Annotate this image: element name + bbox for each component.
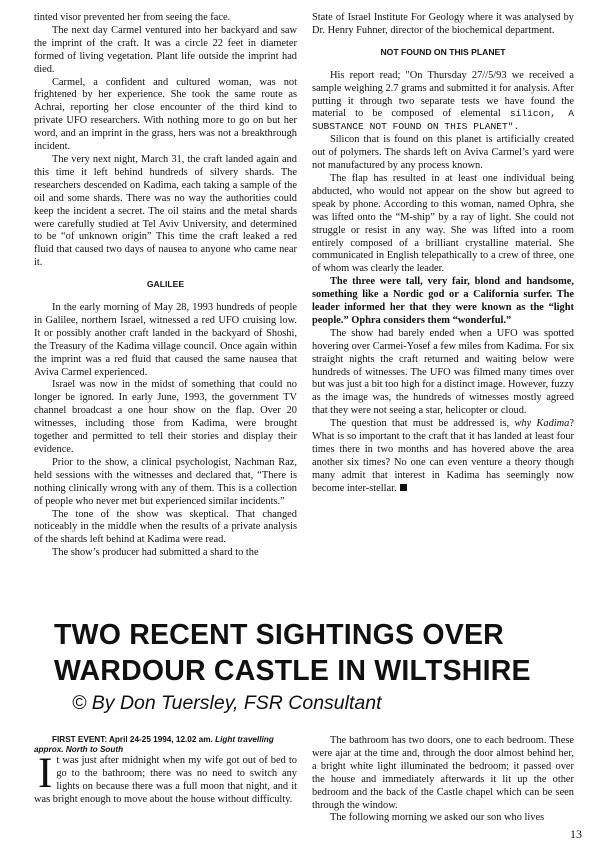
- paragraph: Silicon that is found on this planet is artificially created out of polymers. The shards left on Aviva Carmel’s yard were not manufactured by any process known.: [312, 134, 574, 172]
- paragraph: tinted visor prevented her from seeing the face.: [34, 12, 231, 23]
- paragraph: In the early morning of May 28, 1993 hundreds of people in Galilee, northern Israel, witnessed a red UFO cruising low. It or possibly another craft landed in the backyard of Shoshi, the Treasury of the Kadima village council. Once again within the imprint was a red fluid that caused the same nausea that Aviva Carmel experienced.: [34, 302, 297, 378]
- page-number: 13: [570, 827, 582, 841]
- question-text-end: ? What is so important to the craft that it has landed at least four times there in two months and has hovered above the area another six times? No one can even venture a theory though many admit that interest in Kadima has seemingly now become inter-stellar.: [312, 418, 574, 494]
- paragraph: The show’s producer had submitted a shard to the: [52, 547, 259, 559]
- article2-left-column: [34, 735, 297, 807]
- paragraph: The very next night, March 31, the craft landed again and this time it left behind hundreds of silvery shards. The researchers descended on Kadima, each taking a sample of the oil and some shards. There was no way the authorities could keep the incident a secret. The oil stains and the metal shards were carefully studied at Tel Aviv University, and determined to be “of unknown origin” This time the craft leaked a red fluid that caused two days of nausea to anyone who came near it.: [34, 153, 297, 269]
- end-mark-icon: [400, 484, 407, 491]
- event-date: FIRST EVENT: April 24-25 1994, 12.02 am.: [52, 735, 213, 744]
- paragraph: Israel was now in the midst of something that could no longer be ignored. In early June, 1993, the government TV channel broadcast a one hour show on the flap. Over 20 witnesses, including those from Kadima, were brought together and permitted to tell their stories and display their evidence.: [34, 379, 297, 455]
- article2-right-column: [312, 735, 574, 825]
- first-paragraph: [34, 750, 297, 807]
- bold-paragraph: The three were tall, very fair, blond and handsome, something like a Nordic god or a California surfer. The leader informed her that they were known as the “light people.” Ophra considers them “wonderful.”: [312, 276, 574, 326]
- question-italic: why Kadima: [514, 418, 570, 430]
- report-paragraph: [312, 70, 574, 135]
- paragraph: The show had barely ended when a UFO was spotted hovering over Carmei-Yosef a few miles from Kadima. For six straight nights the craft returned and waiting below were hundreds of witnesses. The UFO was filmed many times over but was just a bit too high for a distinct image. However, fuzzy as the image was, the hundreds of witnesses mostly agreed that they were not seeing a star, helicopter or cloud.: [312, 327, 574, 417]
- article-headline: TWO RECENT SIGHTINGS OVER WARDOUR CASTLE IN WILTSHIRE: [54, 619, 531, 687]
- event-heading: [34, 735, 297, 755]
- paragraph: The following morning we asked our son who lives: [330, 812, 545, 824]
- report-typewriter-text: silicon, A SUBSTANCE NOT FOUND ON THIS PLANET".: [312, 108, 574, 133]
- paragraph: The next day Carmel ventured into her backyard and saw the imprint of the craft. It was a circle 22 feet in diameter formed of living vegetation. Plant life outside the imprint had died.: [34, 24, 297, 75]
- galilee-heading: GALILEE: [146, 279, 185, 290]
- paragraph: The bathroom has two doors, one to each bedroom. These were ajar at the time and, through the door almost behind her, a bright white light illuminated the bedroom; it passed over the house and immediately afterwards it lit up the other bedroom and the back of the Castle chapel which can be seen through the window.: [312, 735, 574, 811]
- paragraph: The flap has resulted in at least one individual being abducted, who would not appear on the show but agreed to speak by phone. According to this woman, named Ophra, she was lifted onto the “M-ship” by a ray of light. She could not struggle or resist in any way. She was lifted into a room entirely composed of a brilliant crystalline material. She communicated in English telepathically to a crew of three, one of whom was clearly the leader.: [312, 172, 574, 275]
- paragraph: Prior to the show, a clinical psychologist, Nachman Raz, held sessions with the witnesses and declared that, “There is nothing clinically wrong with any of them. This is a collection of people who never met but experienced similar incidents.”: [34, 456, 297, 507]
- paragraph: The tone of the show was skeptical. That changed noticeably in the middle when the results of a private analysis of the shards left behind at Kadima were read.: [34, 508, 297, 546]
- byline: © By Don Tuersley, FSR Consultant: [72, 692, 382, 714]
- left-column: [34, 12, 297, 560]
- drop-cap: I: [38, 750, 53, 797]
- report-text: His report read; "On Thursday 27//5/93 we received a sample weighing 2.7 grams and submitted it for analysis. After putting it through two separate tests we have found the material to be composed of elemental: [312, 69, 574, 120]
- question-paragraph: [312, 418, 574, 495]
- event-description: Light travelling approx. North to South: [34, 735, 274, 754]
- question-text: The question that must be addressed is,: [330, 418, 515, 430]
- not-found-heading: NOT FOUND ON THIS PLANET: [380, 46, 506, 57]
- right-column: [312, 12, 574, 496]
- paragraph: State of Israel Institute For Geology where it was analysed by Dr. Henry Fuhner, director of the biochemical department.: [312, 12, 574, 36]
- paragraph: Carmel, a confident and cultured woman, was not frightened by her experience. She took the same route as Achrai, reporting her close encounter of the third kind to private UFO researchers. With nothing more to go on but her word, and an imprint in the grass, hers was not a breakthrough incident.: [34, 76, 297, 153]
- first-paragraph-text: t was just after midnight when my wife got out of bed to go to the bathroom; there was no need to switch any lights on because there was a full moon that night, and it was bright enough to move about the house without difficulty.: [34, 755, 297, 805]
